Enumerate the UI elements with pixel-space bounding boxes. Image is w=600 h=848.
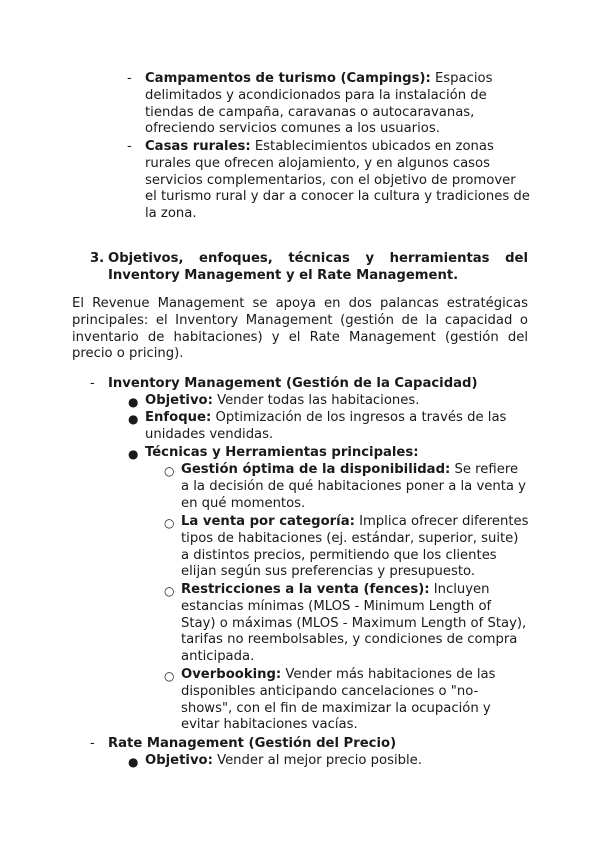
term: Overbooking: <box>181 667 282 682</box>
term: Casas rurales: <box>145 139 251 154</box>
list-item <box>145 410 530 444</box>
list-item <box>145 445 530 462</box>
term: Campamentos de turismo (Campings): <box>145 71 431 86</box>
list-item <box>145 71 515 138</box>
item-text: Implica ofrecer diferentes tipos de habitaciones (ej. estándar, superior, suite) a distintos precios, permitiendo que los clientes elijan según sus preferencias y presupuesto. <box>181 514 529 580</box>
item-text: Optimización de los ingresos a través de las unidades vendidas. <box>145 410 507 442</box>
intro-paragraph: El Revenue Management se apoya en dos palancas estratégicas principales: el Inventory Management (gestión de la capacidad o inventario de habitaciones) y el Rate Management (gestión del precio o pricing). <box>72 296 528 362</box>
list-item <box>145 393 530 410</box>
term: Gestión óptima de la disponibilidad: <box>181 462 451 477</box>
circle-bullet-icon: ○ <box>164 584 175 598</box>
bullet-icon: ● <box>128 412 139 426</box>
list-item <box>181 462 529 512</box>
item-text: Se refiere a la decisión de qué habitaciones poner a la venta y en qué momentos. <box>181 462 526 511</box>
item-text: Incluyen estancias mínimas (MLOS - Minimum Length of Stay) o máximas (MLOS - Maximum Length of Stay), tarifas no reembolsables, y condiciones de compra anticipada. <box>181 582 527 665</box>
list-item <box>181 667 529 734</box>
section-title: Objetivos, enfoques, técnicas y herramientas del Inventory Management y el Rate Management. <box>108 251 528 283</box>
item-text: Vender al mejor precio posible. <box>212 753 422 768</box>
list-item <box>145 753 530 770</box>
term: Técnicas y Herramientas principales: <box>145 445 419 460</box>
list-item <box>181 514 529 581</box>
dash-marker: - <box>127 139 132 154</box>
item-text: Establecimientos ubicados en zonas rurales que ofrecen alojamiento, y en algunos casos servicios complementarios, con el objetivo de promover el turismo rural y dar a conocer la cultura y tradiciones de la zona. <box>145 139 530 222</box>
term: La venta por categoría: <box>181 514 355 529</box>
rate-heading <box>108 736 528 753</box>
bullet-icon: ● <box>128 447 139 461</box>
circle-bullet-icon: ○ <box>164 516 175 530</box>
heading-text: Rate Management (Gestión del Precio) <box>108 736 397 751</box>
list-item <box>145 139 530 223</box>
item-text: Espacios delimitados y acondicionados para la instalación de tiendas de campaña, caravanas o autocaravanas, ofreciendo servicios comunes a los usuarios. <box>145 71 493 137</box>
dash-marker: - <box>90 376 95 391</box>
inventory-heading <box>108 376 528 393</box>
list-item <box>181 582 529 666</box>
item-text: Vender todas las habitaciones. <box>212 393 420 408</box>
dash-marker: - <box>127 71 132 86</box>
term: Objetivo: <box>145 753 213 768</box>
dash-marker: - <box>90 736 95 751</box>
term: Objetivo: <box>145 393 213 408</box>
section-number: 3. <box>90 251 105 266</box>
term: Restricciones a la venta (fences): <box>181 582 430 597</box>
term: Enfoque: <box>145 410 212 425</box>
circle-bullet-icon: ○ <box>164 464 175 478</box>
bullet-icon: ● <box>128 395 139 409</box>
circle-bullet-icon: ○ <box>164 669 175 683</box>
bullet-icon: ● <box>128 755 139 769</box>
heading-text: Inventory Management (Gestión de la Capacidad) <box>108 376 478 391</box>
item-text: Vender más habitaciones de las disponibles anticipando cancelaciones o "no-shows", con el fin de maximizar la ocupación y evitar habitaciones vacías. <box>181 667 496 733</box>
